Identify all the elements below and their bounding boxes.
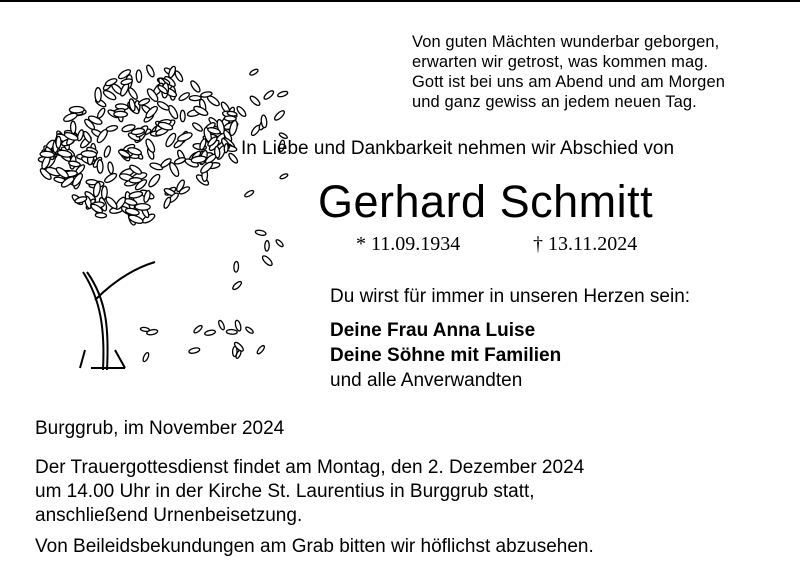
poem-line: und ganz gewiss an jedem neuen Tag. xyxy=(412,93,697,111)
leaf xyxy=(177,131,194,143)
mourner-sons: Deine Söhne mit Familien xyxy=(330,345,562,366)
leaf xyxy=(263,89,275,100)
deceased-name: Gerhard Schmitt xyxy=(318,176,654,227)
leaf xyxy=(136,70,142,83)
leaf xyxy=(218,320,226,331)
service-info xyxy=(35,456,584,528)
leaf xyxy=(279,173,288,180)
leaf xyxy=(261,115,268,128)
leaf xyxy=(138,97,151,106)
leaf xyxy=(189,80,201,94)
leaf xyxy=(232,280,243,291)
leaf xyxy=(193,324,203,334)
leaf xyxy=(40,151,55,158)
leaf xyxy=(214,146,220,158)
leaf xyxy=(261,254,274,267)
leaf xyxy=(129,191,144,200)
leaf xyxy=(244,189,255,198)
tree-trunk xyxy=(80,262,155,370)
leaf xyxy=(227,152,239,164)
leaf xyxy=(69,106,84,113)
leaf xyxy=(178,91,191,102)
leaf xyxy=(163,196,172,209)
leaf xyxy=(226,329,237,334)
windblown-tree-icon xyxy=(25,50,295,380)
leaf xyxy=(81,150,97,157)
leaf xyxy=(191,121,203,132)
leaf xyxy=(144,138,156,154)
service-line: um 14.00 Uhr in der Kirche St. Laurentius in Burggrub statt, xyxy=(35,481,535,502)
leaf xyxy=(156,100,170,111)
place-date: Burggrub, im November 2024 xyxy=(35,418,285,439)
intro-text: In Liebe und Dankbarkeit nehmen wir Abschied von xyxy=(241,138,675,159)
leaf xyxy=(167,65,176,78)
leaf xyxy=(234,261,239,272)
leaf xyxy=(256,344,266,354)
leaf xyxy=(255,229,267,236)
mourners xyxy=(330,318,561,393)
leaf xyxy=(95,88,101,103)
leaf xyxy=(204,329,216,336)
leaf xyxy=(174,156,186,165)
leaf xyxy=(114,111,128,117)
leaf xyxy=(180,110,185,121)
leaf xyxy=(265,241,270,252)
condolence-note: Von Beileidsbekundungen am Grab bitten wir höflichst abzusehen. xyxy=(35,536,594,557)
leaf xyxy=(128,98,136,111)
leaf xyxy=(103,145,112,158)
leaf xyxy=(145,64,155,78)
poem-line: erwarten wir getrost, was kommen mag. xyxy=(412,53,709,71)
leaf xyxy=(245,326,254,334)
leaf xyxy=(188,347,200,354)
heart-line: Du wirst für immer in unseren Herzen sein: xyxy=(330,286,691,307)
leaf xyxy=(135,203,150,210)
service-line: Der Trauergottesdienst findet am Montag, den 2. Dezember 2024 xyxy=(35,457,585,478)
top-border xyxy=(0,0,800,2)
leaf xyxy=(70,121,76,134)
poem-line: Von guten Mächten wunderbar geborgen, xyxy=(412,33,720,51)
birth-date: * 11.09.1934 xyxy=(356,233,461,255)
leaf xyxy=(142,352,150,362)
leaf xyxy=(224,144,228,153)
leaf xyxy=(107,162,114,174)
leaf xyxy=(96,107,106,119)
leaf xyxy=(277,90,288,98)
leaf xyxy=(249,95,261,107)
mourner-wife: Deine Frau Anna Luise xyxy=(330,320,536,341)
tree-leaves xyxy=(38,64,288,362)
leaf xyxy=(147,173,162,189)
leaf xyxy=(97,160,103,174)
leaf xyxy=(249,68,259,76)
leaf xyxy=(56,136,61,148)
leaf xyxy=(273,109,286,121)
poem-line: Gott ist bei uns am Abend und am Morgen xyxy=(412,73,725,91)
poem xyxy=(412,32,792,112)
leaf xyxy=(129,177,142,183)
leaf xyxy=(189,96,201,101)
service-line: anschließend Urnenbeisetzung. xyxy=(35,505,303,526)
death-date: † 13.11.2024 xyxy=(533,233,638,255)
leaf xyxy=(275,239,284,248)
mourner-relatives: und alle Anverwandten xyxy=(330,370,523,391)
